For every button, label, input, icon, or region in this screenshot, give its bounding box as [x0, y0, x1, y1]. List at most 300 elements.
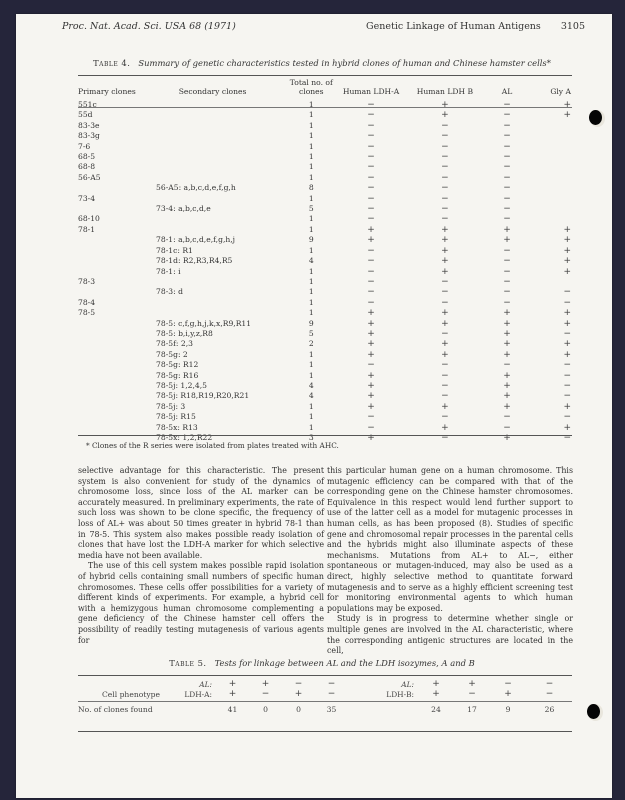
cell: + [468, 679, 476, 689]
table-row [78, 194, 571, 204]
primary-clone: 56-A5 [78, 172, 101, 182]
al-result: + [503, 235, 511, 246]
al-result: + [503, 349, 511, 360]
ldh-a-result: − [367, 204, 375, 215]
cell: − [261, 688, 270, 699]
ldh-a-result: − [367, 183, 375, 194]
gly-a-result: − [563, 433, 571, 443]
count: 24 [431, 704, 441, 714]
gly-a-result: + [563, 245, 571, 256]
secondary-clones [138, 152, 287, 162]
secondary-clones [138, 194, 287, 204]
al-result: + [503, 433, 511, 443]
ldh-b-result: − [441, 360, 449, 371]
cell: + [228, 679, 237, 689]
table4-body [78, 100, 571, 443]
header-primary-clones: Primary clones [78, 87, 136, 96]
table-row [78, 371, 571, 381]
journal-citation: Proc. Nat. Acad. Sci. USA 68 (1971) [62, 21, 236, 32]
key-ldh-b: LDH-B: [386, 689, 414, 699]
total-clones: 5 [308, 328, 314, 338]
secondary-clones: 78-5g: R12 [156, 360, 199, 370]
gly-a-result: + [563, 318, 571, 329]
primary-clone: 68-8 [78, 162, 96, 172]
ldh-a-result: − [367, 287, 375, 298]
secondary-clones: 78-5j: 1,2,4,5 [156, 380, 207, 390]
cell: − [327, 679, 336, 689]
secondary-clones [138, 277, 287, 287]
al-result: + [503, 308, 511, 319]
table4-header-row [78, 78, 571, 100]
table-row [78, 412, 571, 422]
table-row [78, 360, 571, 370]
table4-title: Summary of genetic characteristics tested in hybrid clones of human and Chinese hamster cells* [138, 58, 551, 68]
al-result: + [503, 401, 511, 412]
cell: + [261, 679, 270, 689]
total-clones: 1 [308, 162, 314, 172]
secondary-clones [138, 110, 287, 120]
table-row [78, 350, 571, 360]
al-result: − [503, 131, 511, 142]
table-row [78, 173, 571, 183]
gly-a-result: + [563, 266, 571, 277]
header-total-clones: Total no. of clones [289, 78, 333, 96]
total-clones: 1 [308, 224, 314, 234]
table5-title: Tests for linkage between AL and the LDH isozymes, A and B [214, 658, 475, 668]
secondary-clones [138, 214, 287, 224]
table5 [78, 680, 573, 720]
secondary-clones [138, 100, 287, 110]
ldh-a-result: + [367, 339, 375, 350]
al-result: − [503, 276, 511, 287]
al-result: + [503, 380, 511, 391]
cell: − [327, 688, 336, 699]
al-result: − [503, 256, 511, 267]
binder-hole [587, 704, 600, 719]
clones-found-label: No. of clones found [78, 704, 153, 714]
ldh-a-result: + [367, 401, 375, 412]
secondary-clones [138, 173, 287, 183]
header-gly-a: Gly A [550, 87, 571, 96]
cell: − [468, 688, 476, 699]
ldh-a-result: + [367, 224, 375, 235]
table-row [78, 267, 571, 277]
table-row [78, 225, 571, 235]
al-result: − [503, 100, 511, 110]
ldh-a-result: − [367, 141, 375, 152]
gly-a-result: − [563, 370, 571, 381]
secondary-clones [138, 162, 287, 172]
secondary-clones: 78-5g: 2 [156, 349, 188, 359]
primary-clone: 78-5 [78, 308, 96, 318]
al-result: + [503, 318, 511, 329]
gly-a-result: − [563, 328, 571, 339]
secondary-clones: 78-3: d [156, 287, 183, 297]
gly-a-result: + [563, 401, 571, 412]
gly-a-result: + [563, 349, 571, 360]
table-row [78, 246, 571, 256]
al-result: + [503, 391, 511, 402]
primary-clone [78, 256, 138, 266]
right-column [327, 466, 573, 657]
primary-clone [78, 329, 138, 339]
ldh-b-result: − [441, 328, 449, 339]
al-result: − [503, 120, 511, 131]
ldh-a-result: − [367, 172, 375, 183]
total-clones: 4 [308, 380, 314, 390]
total-clones: 1 [308, 141, 314, 151]
table5-bottom-rule [78, 731, 572, 732]
table-row [78, 183, 571, 193]
gly-a-result [531, 162, 571, 172]
gly-a-result: + [563, 339, 571, 350]
article-title: Genetic Linkage of Human Antigens [366, 21, 541, 32]
primary-clone: 55d [78, 110, 93, 120]
ldh-a-result: + [367, 380, 375, 391]
cell: + [294, 688, 303, 699]
key-ldh-a: LDH-A: [184, 689, 212, 699]
secondary-clones [138, 308, 287, 318]
primary-clone: 68-5 [78, 152, 96, 162]
primary-clone [78, 391, 138, 401]
ldh-b-result: − [441, 214, 449, 225]
primary-clone [78, 246, 138, 256]
table-row [78, 256, 571, 266]
ldh-a-result: − [367, 131, 375, 142]
ldh-b-result: + [441, 266, 449, 277]
table-row [78, 423, 571, 433]
ldh-b-result: − [441, 193, 449, 204]
total-clones: 9 [308, 318, 314, 328]
primary-clone [78, 360, 138, 370]
gly-a-result: + [563, 308, 571, 319]
total-clones: 1 [308, 422, 314, 432]
ldh-a-result: − [367, 120, 375, 131]
secondary-clones: 78-1: a,b,c,d,e,f,g,h,j [156, 235, 236, 245]
gly-a-result [531, 131, 571, 141]
total-clones: 1 [308, 360, 314, 370]
table-row [78, 329, 571, 339]
gly-a-result: − [563, 412, 571, 423]
cell: − [504, 679, 512, 689]
total-clones: 8 [308, 183, 314, 193]
table-row [78, 235, 571, 245]
ldh-a-result: − [367, 276, 375, 287]
gly-a-result [531, 183, 571, 193]
secondary-clones: 78-1d: R2,R3,R4,R5 [156, 256, 233, 266]
primary-clone: 78-3 [78, 276, 96, 286]
secondary-clones: 78-5: b,i,y,z,R8 [156, 328, 213, 338]
secondary-clones [138, 131, 287, 141]
ldh-a-result: − [367, 256, 375, 267]
al-result: − [503, 287, 511, 298]
al-result: + [503, 339, 511, 350]
total-clones: 1 [308, 172, 314, 182]
table-row [78, 298, 571, 308]
secondary-clones [138, 121, 287, 131]
table-row [78, 121, 571, 131]
ldh-b-result: + [441, 224, 449, 235]
secondary-clones: 78-5j: R15 [156, 412, 196, 422]
left-column [78, 466, 324, 646]
table-row [78, 142, 571, 152]
ldh-a-result: − [367, 193, 375, 204]
primary-clone [78, 339, 138, 349]
table4-bottom-rule [78, 435, 572, 436]
ldh-a-result: − [367, 152, 375, 163]
count: 0 [296, 704, 301, 714]
gly-a-result: + [563, 110, 571, 121]
al-result: − [503, 204, 511, 215]
ldh-a-result: + [367, 318, 375, 329]
secondary-clones: 78-5x: R13 [156, 422, 198, 432]
al-result: − [503, 141, 511, 152]
total-clones: 1 [308, 100, 314, 109]
ldh-b-result: + [441, 256, 449, 267]
count: 9 [505, 704, 511, 714]
secondary-clones [138, 298, 287, 308]
al-result: − [503, 110, 511, 121]
primary-clone [78, 402, 138, 412]
table4-caption [62, 58, 582, 68]
ldh-b-result: + [441, 235, 449, 246]
ldh-b-result: − [441, 152, 449, 163]
table-row [78, 110, 571, 120]
gly-a-result: − [563, 391, 571, 402]
gly-a-result [531, 204, 571, 214]
secondary-clones: 78-5f: 2,3 [156, 339, 193, 349]
cell: + [432, 679, 440, 689]
total-clones: 1 [308, 370, 314, 380]
total-clones: 4 [308, 256, 314, 266]
primary-clone: 83-3g [78, 131, 100, 141]
table-row [78, 100, 571, 110]
primary-clone [78, 183, 138, 193]
ldh-b-result: − [441, 141, 449, 152]
table-row [78, 277, 571, 287]
primary-clone [78, 371, 138, 381]
total-clones: 1 [308, 120, 314, 130]
table5-label: Table 5. [169, 658, 207, 668]
table5-al-row [78, 680, 573, 690]
paragraph: Study is in progress to determine whether single or multiple genes are involved in the AL characteristic, where the corresponding antigenic structures are located in the cell, [327, 614, 573, 656]
total-clones: 1 [308, 308, 314, 318]
ldh-b-result: − [441, 172, 449, 183]
ldh-b-result: − [441, 297, 449, 308]
table-row [78, 339, 571, 349]
secondary-clones: 78-5g: R16 [156, 370, 199, 380]
secondary-clones: 78-5j: R18,R19,R20,R21 [156, 391, 250, 401]
ldh-b-result: + [441, 401, 449, 412]
secondary-clones: 56-A5: a,b,c,d,e,f,g,h [156, 183, 236, 193]
total-clones: 1 [308, 412, 314, 422]
primary-clone [78, 381, 138, 391]
table-row [78, 287, 571, 297]
header-human-ldh-a: Human LDH-A [342, 87, 400, 96]
ldh-b-result: − [441, 287, 449, 298]
primary-clone [78, 412, 138, 422]
al-result: − [503, 422, 511, 433]
count: 26 [544, 704, 555, 714]
ldh-a-result: + [367, 235, 375, 246]
total-clones: 9 [308, 235, 314, 245]
secondary-clones [138, 225, 287, 235]
total-clones: 1 [308, 276, 314, 286]
gly-a-result: + [563, 422, 571, 433]
table-row [78, 162, 571, 172]
secondary-clones: 78-1: i [156, 266, 181, 276]
ldh-b-result: + [441, 245, 449, 256]
total-clones: 1 [308, 349, 314, 359]
total-clones: 1 [308, 193, 314, 203]
binder-hole [589, 110, 602, 125]
total-clones: 1 [308, 152, 314, 162]
primary-clone [78, 267, 138, 277]
secondary-clones: 78-5x: 1,2,R22 [156, 433, 213, 442]
ldh-b-result: + [441, 422, 449, 433]
al-result: − [503, 297, 511, 308]
ldh-b-result: − [441, 412, 449, 423]
al-result: − [503, 172, 511, 183]
table-row [78, 319, 571, 329]
gly-a-result: − [563, 360, 571, 371]
ldh-a-result: − [367, 162, 375, 173]
primary-clone [78, 319, 138, 329]
primary-clone [78, 235, 138, 245]
gly-a-result: − [563, 297, 571, 308]
ldh-b-result: + [441, 339, 449, 350]
ldh-a-result: − [367, 214, 375, 225]
secondary-clones: 73-4: a,b,c,d,e [156, 204, 211, 214]
gly-a-result: − [563, 380, 571, 391]
table-row [78, 152, 571, 162]
primary-clone: 73-4 [78, 193, 96, 203]
gly-a-result: + [563, 235, 571, 246]
secondary-clones: 78-5j: 3 [156, 401, 186, 411]
ldh-a-result: + [367, 370, 375, 381]
table-row [78, 402, 571, 412]
table-row [78, 381, 571, 391]
al-result: + [503, 224, 511, 235]
ldh-a-result: + [367, 328, 375, 339]
al-result: − [503, 412, 511, 423]
primary-clone: 7-6 [78, 141, 91, 151]
ldh-b-result: − [441, 162, 449, 173]
ldh-a-result: + [367, 308, 375, 319]
primary-clone [78, 423, 138, 433]
ldh-b-result: − [441, 380, 449, 391]
header-human-ldh-b: Human LDH B [416, 87, 474, 96]
table-row [78, 214, 571, 224]
ldh-b-result: + [441, 349, 449, 360]
al-result: − [503, 266, 511, 277]
al-result: − [503, 152, 511, 163]
gly-a-result [531, 173, 571, 183]
ldh-b-result: + [441, 100, 449, 110]
table-row [78, 308, 571, 318]
ldh-a-result: − [367, 110, 375, 121]
ldh-a-result: − [367, 100, 375, 110]
primary-clone: 551c [78, 100, 97, 109]
gly-a-result: − [563, 287, 571, 298]
gly-a-result: + [563, 224, 571, 235]
total-clones: 1 [308, 297, 314, 307]
al-result: + [503, 328, 511, 339]
total-clones: 1 [308, 287, 314, 297]
al-result: − [503, 183, 511, 194]
al-result: − [503, 214, 511, 225]
primary-clone [78, 287, 138, 297]
al-result: + [503, 370, 511, 381]
ldh-b-result: − [441, 131, 449, 142]
total-clones: 1 [308, 110, 314, 120]
table-row [78, 131, 571, 141]
paragraph: selective advantage for this characteristic. The present system is also convenient for study of the dynamics of chromosome loss, since loss of the AL marker can be accurately measured. In preliminary experiments, the rate of such loss was shown to be clone specific, the frequency of loss of AL+ was about 50 times greater in hybrid 78-1 than in 78-5. This system also makes possible ready isolation of clones that have lost the LDH-A marker for which selective media have not been available. [78, 466, 324, 560]
gly-a-result: + [563, 256, 571, 267]
ldh-a-result: − [367, 412, 375, 423]
table5-caption [62, 658, 582, 668]
ldh-b-result: − [441, 276, 449, 287]
ldh-b-result: + [441, 318, 449, 329]
gly-a-result [531, 121, 571, 131]
table5-ldh-row [78, 690, 573, 700]
table5-count-row [78, 700, 573, 720]
total-clones: 5 [308, 204, 314, 214]
ldh-a-result: + [367, 349, 375, 360]
ldh-b-result: − [441, 183, 449, 194]
ldh-a-result: − [367, 360, 375, 371]
ldh-a-result: + [367, 433, 375, 443]
ldh-a-result: + [367, 391, 375, 402]
secondary-clones: 78-1c: R1 [156, 245, 193, 255]
key-al: AL: [401, 680, 414, 689]
primary-clone: 68-10 [78, 214, 100, 224]
gly-a-result [531, 277, 571, 287]
primary-clone: 78-1 [78, 224, 96, 234]
al-result: − [503, 193, 511, 204]
gly-a-result: + [563, 100, 571, 110]
count: 17 [467, 704, 477, 714]
al-result: − [503, 162, 511, 173]
table4-footnote: * Clones of the R series were isolated from plates treated with AHC. [86, 441, 339, 450]
table4 [78, 78, 571, 443]
total-clones: 1 [308, 131, 314, 141]
primary-clone: 83-3e [78, 120, 100, 130]
page-number: 3105 [560, 21, 585, 32]
table5-top-rule [78, 675, 572, 676]
ldh-b-result: + [441, 110, 449, 121]
cell: − [545, 679, 554, 689]
count: 41 [227, 704, 238, 714]
al-result: − [503, 245, 511, 256]
total-clones: 1 [308, 245, 314, 255]
primary-clone [78, 204, 138, 214]
table4-label: Table 4. [93, 58, 131, 68]
ldh-a-result: − [367, 245, 375, 256]
total-clones: 2 [308, 339, 314, 349]
ldh-b-result: − [441, 120, 449, 131]
secondary-clones: 78-5: c,f,g,h,j,k,x,R9,R11 [156, 318, 252, 328]
header-secondary-clones: Secondary clones [178, 87, 247, 96]
table-row [78, 204, 571, 214]
ldh-a-result: − [367, 266, 375, 277]
cell: − [294, 679, 303, 689]
cell: + [432, 688, 440, 699]
ldh-b-result: − [441, 391, 449, 402]
header-al: AL [501, 87, 513, 96]
count: 35 [326, 704, 337, 714]
primary-clone [78, 350, 138, 360]
